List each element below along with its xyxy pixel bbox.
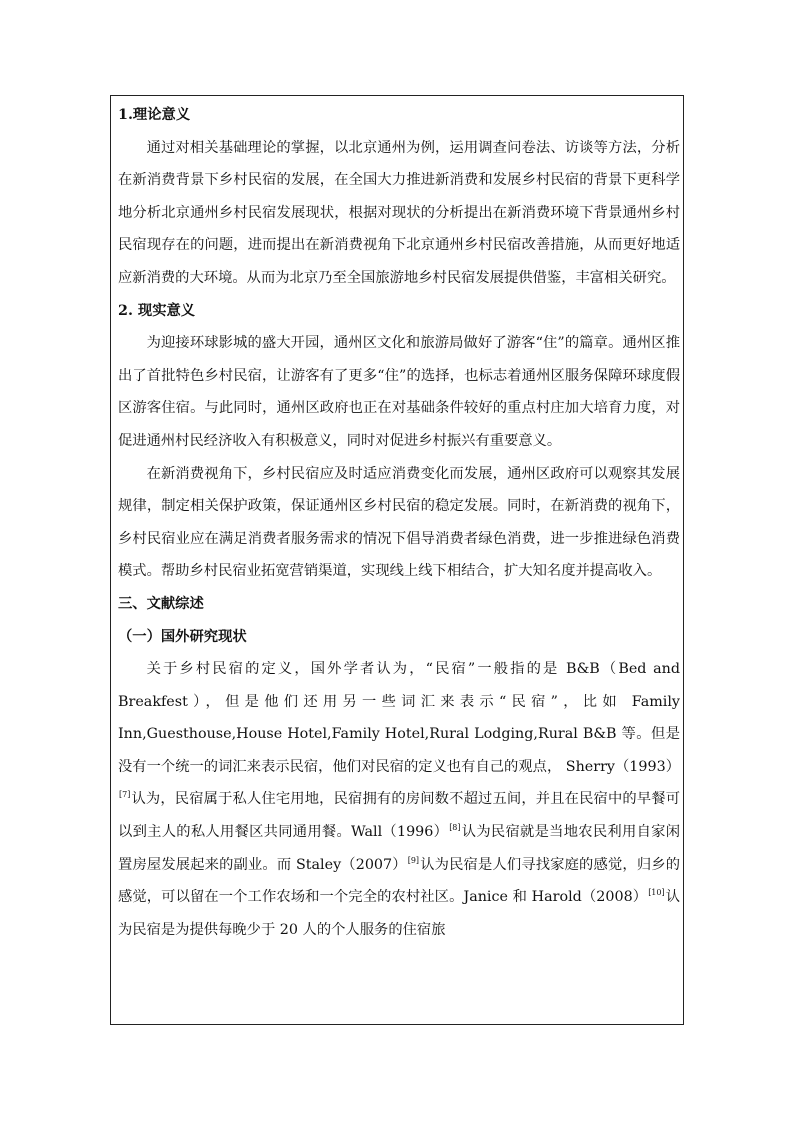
- text-segment: 认为民宿是为提供每晚少于 20 人的个人服务的住宿旅: [118, 889, 681, 938]
- document-body: [118, 99, 680, 946]
- citation-ref: [9]: [407, 855, 420, 865]
- citation-ref: [8]: [449, 823, 461, 833]
- text-segment: 认为，民宿属于私人住宅用地，民宿拥有的房间数不超过五间，并且在民宿中的早餐可以到主人的私人用餐区共同通用餐。Wall（1996）: [118, 791, 680, 841]
- text-segment: 认为民宿就是当地农民利用自家闲置房屋发展起来的副业。而 Staley（2007）: [118, 824, 680, 873]
- paragraph-theory: 通过对相关基础理论的掌握，以北京通州为例，运用调查问卷法、访谈等方法，分析在新消费背景下乡村民宿的发展，在全国大力推进新消费和发展乡村民宿的背景下更科学地分析北京通州乡村民宿发展现状，根据对现状的分析提出在新消费环境下背景通州乡村民宿现存在的问题，进而提出在新消费视角下北京通州乡村民宿改善措施，从而更好地适应新消费的大环境。从而为北京乃至全国旅游地乡村民宿发展提供借鉴，丰富相关研究。: [118, 139, 680, 286]
- section-heading-literature: 三、文献综述: [118, 595, 204, 612]
- text-segment: 认为民宿是人们寻找家庭的感觉，归乡的感觉，可以留在一个工作农场和一个完全的农村社区。Janice 和 Harold（2008）: [118, 856, 680, 906]
- section-heading-practical: 2. 现实意义: [118, 302, 196, 319]
- paragraph-practical-2: 在新消费视角下，乡村民宿应及时适应消费变化而发展，通州区政府可以观察其发展规律，制定相关保护政策，保证通州区乡村民宿的稳定发展。同时，在新消费的视角下，乡村民宿业应在满足消费者服务需求的情况下倡导消费者绿色消费，进一步推进绿色消费模式。帮助乡村民宿业拓宽营销渠道，实现线上线下相结合，扩大知名度并提高收入。: [118, 465, 680, 580]
- citation-ref: [10]: [648, 888, 665, 898]
- paragraph-foreign-research: [118, 653, 680, 946]
- subheading-foreign-research: （一）国外研究现状: [118, 628, 247, 645]
- section-heading-theory: 1.理论意义: [118, 107, 191, 123]
- citation-ref: [7]: [119, 790, 131, 800]
- paragraph-practical-1: 为迎接环球影城的盛大开园，通州区文化和旅游局做好了游客“住”的篇章。通州区推出了首批特色乡村民宿，让游客有了更多“住”的选择，也标志着通州区服务保障环球度假区游客住宿。与此同时，通州区政府也正在对基础条件较好的重点村庄加大培育力度，对促进通州村民经济收入有积极意义，同时对促进乡村振兴有重要意义。: [118, 335, 680, 449]
- text-segment: 关于乡村民宿的定义，国外学者认为，“民宿”一般指的是 B&B（Bed and Breakfest），但是他们还用另一些词汇来表示“民宿”，比如 Family Inn,Guesthouse,House Hotel,Family Hotel,Rural Lodging,Rural B&B 等。但是没有一个统一的词汇来表示民宿，他们对民宿的定义也有自己的观点， Sherry（1993）: [118, 661, 680, 775]
